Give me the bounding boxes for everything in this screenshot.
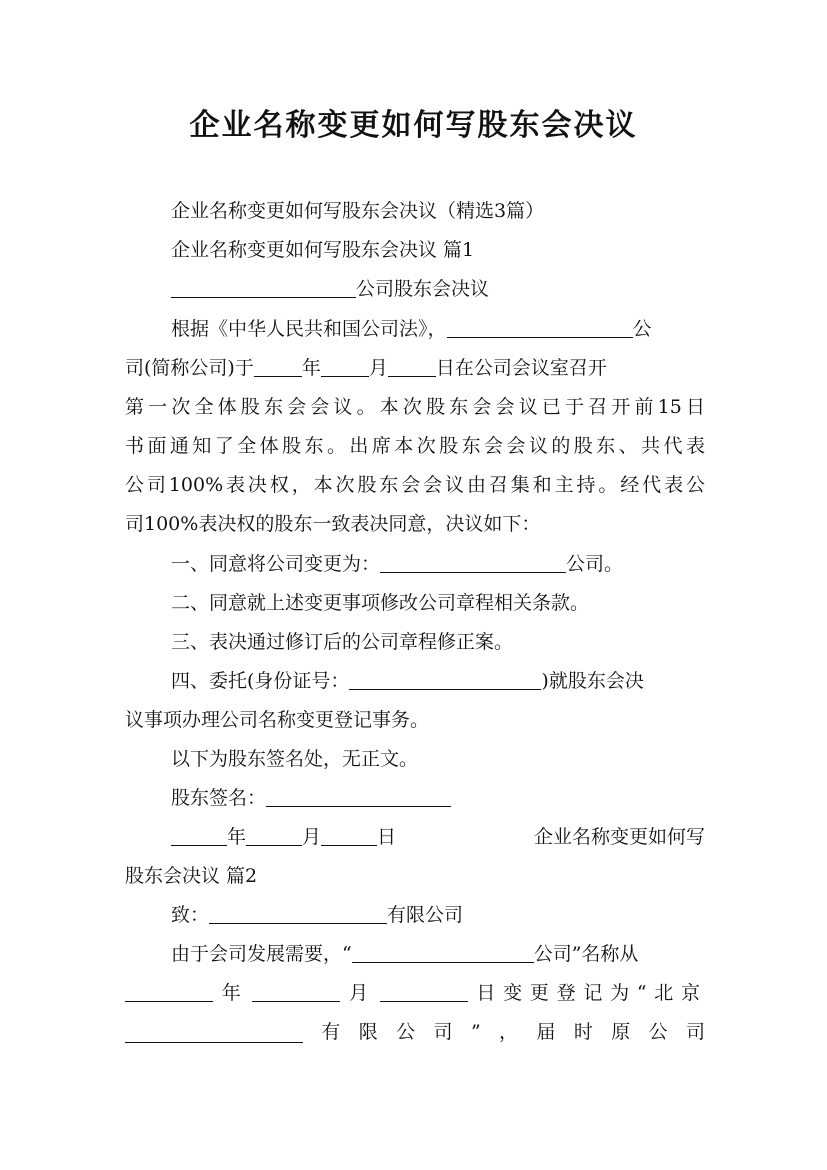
paragraph1-line4 [125, 428, 705, 464]
p2-char: 限 [358, 1021, 378, 1043]
heading-part1 [171, 232, 705, 268]
paragraph1-line1 [171, 311, 705, 347]
paragraph2-line2 [125, 975, 705, 1011]
subtitle-line [171, 193, 705, 229]
p1-text-d: 第一次全体股东会会议。本次股东会会议已于召开前15日 [125, 396, 705, 418]
addressee-label: 致： [171, 904, 210, 926]
p1-text-a: 根据《中华人民共和国公司法》， [171, 318, 447, 340]
item1-text-a: 一、同意将公司变更为： [171, 553, 381, 575]
heading2-text-b: 股东会决议 篇2 [125, 865, 258, 887]
p2-char: 届 [536, 1021, 556, 1043]
id-number-blank [349, 669, 541, 690]
item-3 [171, 624, 705, 660]
date-day-label: 日 [377, 826, 397, 848]
paragraph1-line6 [125, 506, 705, 542]
signature-note: 以下为股东签名处，无正文。 [171, 748, 419, 770]
day-blank [388, 356, 436, 377]
signature-note-line [171, 741, 705, 777]
p2-year-label: 年 [221, 982, 244, 1004]
date-line [171, 819, 705, 855]
p2-char: 时 [573, 1021, 593, 1043]
date-month-blank [246, 825, 302, 846]
p1-text-g: 司100%表决权的股东一致表决同意，决议如下： [125, 513, 541, 535]
heading2-text-a: 企业名称变更如何写 [533, 826, 705, 848]
p1-day-label: 日在公司会议室召开 [435, 357, 607, 379]
month-blank [321, 356, 369, 377]
item4-text-c: 议事项办理公司名称变更登记事务。 [125, 709, 430, 731]
item-2 [171, 585, 705, 621]
old-name-blank [352, 942, 534, 963]
heading-part2 [125, 858, 705, 894]
date-month-label: 月 [302, 826, 322, 848]
item-1 [171, 546, 705, 582]
resolution-title-text: 公司股东会决议 [356, 278, 490, 300]
paragraph1-line2 [125, 350, 705, 386]
p1-text-e: 书面通知了全体股东。出席本次股东会会议的股东、共代表 [125, 435, 705, 457]
new-name-blank [125, 1022, 303, 1043]
new-company-name-blank [380, 552, 566, 573]
p2-char: 原 [611, 1021, 631, 1043]
p1-month-label: 月 [368, 357, 388, 379]
p2-char: 公 [396, 1021, 416, 1043]
item2-text: 二、同意就上述变更事项修改公司章程相关条款。 [171, 592, 590, 614]
p2-char: 公 [648, 1021, 668, 1043]
item4-text-b: )就股东会决 [541, 670, 644, 692]
item-4-line1 [171, 663, 705, 699]
p2-text-b: 公司”名称从 [533, 943, 639, 965]
p2-day-label: 日变更登记为“北京 [476, 982, 705, 1004]
company-blank [447, 317, 633, 338]
subtitle-text: 企业名称变更如何写股东会决议（精选3篇） [171, 200, 545, 222]
resolution-title-line [171, 271, 705, 307]
addressee-line [171, 897, 705, 933]
year-blank [254, 356, 302, 377]
heading1-text: 企业名称变更如何写股东会决议 篇1 [171, 239, 475, 261]
company-name-blank [171, 277, 356, 298]
item1-text-b: 公司。 [566, 553, 624, 575]
p2-char: 司 [685, 1021, 705, 1043]
p2-month-label: 月 [349, 982, 371, 1004]
addressee-suffix: 有限公司 [387, 904, 464, 926]
date-year-label: 年 [227, 826, 247, 848]
signature-line [171, 780, 705, 816]
p1-text-c: 司(简称公司)于 [125, 357, 254, 379]
signature-label: 股东签名： [171, 787, 267, 809]
paragraph2-line1 [171, 936, 705, 972]
p2-day-blank [380, 981, 468, 1002]
p1-year-label: 年 [301, 357, 321, 379]
addressee-blank [209, 903, 387, 924]
p2-text-a: 由于会司发展需要，“ [171, 943, 352, 965]
p2-char: ” [470, 1021, 481, 1043]
p2-month-blank [252, 981, 340, 1002]
p2-char: 有 [321, 1021, 341, 1043]
document-title: 企业名称变更如何写股东会决议 [189, 108, 638, 143]
signature-blank [266, 786, 451, 807]
item3-text: 三、表决通过修订后的公司章程修正案。 [171, 631, 514, 653]
p2-char: 司 [433, 1021, 453, 1043]
paragraph1-line3 [125, 389, 705, 425]
paragraph2-line3 [125, 1014, 705, 1050]
item-4-line2 [125, 702, 705, 738]
date-day-blank [321, 825, 377, 846]
p1-text-b: 公 [632, 318, 652, 340]
item4-text-a: 四、委托(身份证号： [171, 670, 350, 692]
p2-year-blank [125, 981, 213, 1002]
paragraph1-line5 [125, 467, 705, 503]
p1-text-f: 公司100%表决权，本次股东会会议由召集和主持。经代表公 [125, 474, 705, 496]
p2-char: ， [499, 1021, 519, 1043]
date-year-blank [171, 825, 227, 846]
